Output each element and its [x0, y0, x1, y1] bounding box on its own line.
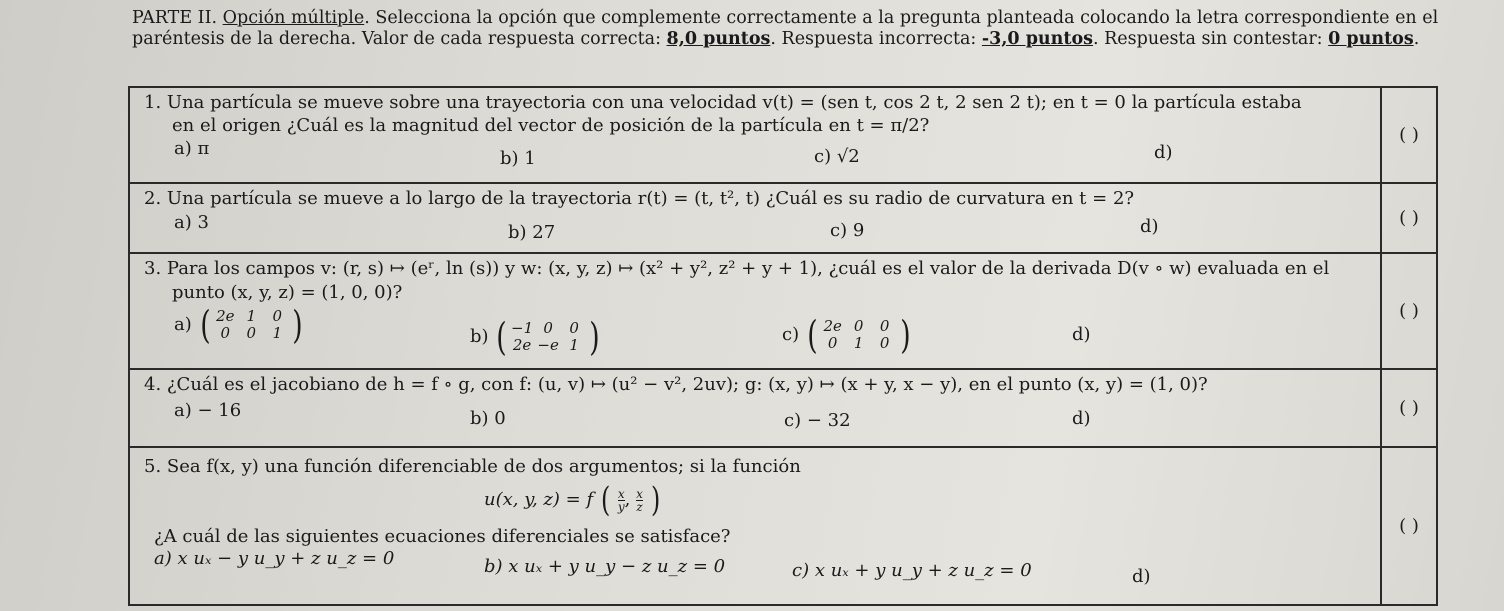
question-5 [129, 447, 1381, 605]
answer-box-1[interactable]: ( ) [1381, 87, 1437, 183]
question-4 [129, 369, 1381, 447]
question-3 [129, 253, 1381, 369]
option-d: d) [1072, 408, 1091, 429]
question-4-line-1: 4. ¿Cuál es el jacobiano de h = f ∘ g, con f: (u, v) ↦ (u² − v², 2uv); g: (x, y) ↦ (x + y, x − y), en el punto (x, y) = (1, 0)? [144, 374, 1208, 395]
question-5-line-3: ¿A cuál de las siguientes ecuaciones diferenciales se satisface? [154, 526, 731, 547]
option-a: a) π [174, 138, 210, 159]
questions-table [128, 86, 1438, 606]
instructions [132, 8, 1492, 50]
question-row [129, 183, 1437, 253]
question-row [129, 87, 1437, 183]
answer-box-5[interactable]: ( ) [1381, 447, 1437, 605]
option-a: a) ( 2e 1 0 0 0 1 ) [174, 306, 305, 344]
incorrect-value: -3,0 puntos [981, 29, 1093, 49]
question-2 [129, 183, 1381, 253]
matrix-b: ( −1 0 0 2e −e 1 ) [496, 315, 600, 359]
question-row [129, 447, 1437, 605]
instructions-text-3: . Respuesta sin contestar: [1092, 29, 1329, 49]
option-b: b) x uₓ + y u_y − z u_z = 0 [484, 556, 726, 577]
question-3-line-1: 3. Para los campos v: (r, s) ↦ (eʳ, ln (s)) y w: (x, y, z) ↦ (x² + y², z² + y + 1), ¿cuál es el valor de la derivada D(v ∘ w) evaluada en el [144, 258, 1330, 279]
matrix-c: ( 2e 0 0 0 1 0 ) [807, 313, 911, 357]
option-c: c) 9 [830, 220, 865, 241]
option-c: c) √2 [814, 146, 860, 167]
option-c: c) ( 2e 0 0 0 1 0 ) [782, 316, 913, 354]
option-d: d) [1072, 324, 1091, 345]
option-b: b) ( −1 0 0 2e −e 1 ) [470, 318, 602, 356]
option-d: d) [1154, 142, 1173, 163]
option-b: b) 1 [500, 148, 536, 169]
option-a: a) − 16 [174, 400, 242, 421]
option-b: b) 27 [508, 222, 556, 243]
instructions-text-2: . Respuesta incorrecta: [770, 29, 982, 49]
instructions-text: . Selecciona la opción que complemente correctamente a la pregunta planteada colocando la letra correspondiente en el paréntesis de la derecha. Valor de cada respuesta correcta: [132, 8, 1439, 49]
option-a: a) 3 [174, 212, 209, 233]
instructions-end: . [1413, 29, 1420, 49]
part-label: PARTE II. [132, 8, 223, 28]
option-a: a) x uₓ − y u_y + z u_z = 0 [154, 548, 395, 569]
question-1 [129, 87, 1381, 183]
question-1-line-1: 1. Una partícula se mueve sobre una trayectoria con una velocidad v(t) = (sen t, cos 2 t, 2 sen 2 t); en t = 0 la partícula estaba [144, 92, 1302, 113]
matrix-a: ( 2e 1 0 0 0 1 ) [199, 303, 303, 347]
option-c: c) x uₓ + y u_y + z u_z = 0 [792, 560, 1032, 581]
question-5-formula: u(x, y, z) = f ( $\frac{x}{y}$ , $\frac{x}{z}$ ) [484, 480, 660, 520]
answer-box-3[interactable]: ( ) [1381, 253, 1437, 369]
option-d: d) [1132, 566, 1151, 587]
question-1-line-2: en el origen ¿Cuál es la magnitud del vector de posición de la partícula en t = π/2? [172, 115, 930, 136]
option-c: c) − 32 [784, 410, 851, 431]
option-d: d) [1140, 216, 1159, 237]
question-row [129, 369, 1437, 447]
question-row [129, 253, 1437, 369]
option-b: b) 0 [470, 408, 506, 429]
question-3-line-2: punto (x, y, z) = (1, 0, 0)? [172, 282, 403, 303]
question-5-line-1: 5. Sea f(x, y) una función diferenciable de dos argumentos; si la función [144, 456, 801, 477]
question-2-line-1: 2. Una partícula se mueve a lo largo de la trayectoria r(t) = (t, t², t) ¿Cuál es su radio de curvatura en t = 2? [144, 188, 1135, 209]
section-title: Opción múltiple [222, 8, 365, 28]
answer-box-4[interactable]: ( ) [1381, 369, 1437, 447]
blank-value: 0 puntos [1328, 29, 1414, 49]
correct-value: 8,0 puntos [666, 29, 771, 49]
answer-box-2[interactable]: ( ) [1381, 183, 1437, 253]
